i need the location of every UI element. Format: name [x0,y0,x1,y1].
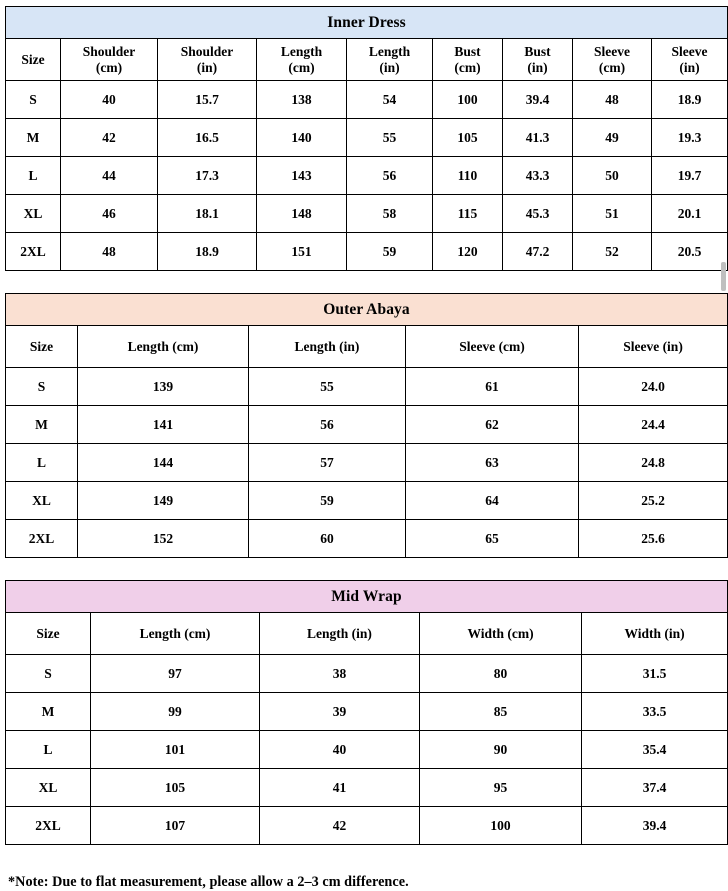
measurement-cell: 43.3 [503,157,573,195]
measurement-cell: 15.7 [158,81,257,119]
measurement-cell: 41.3 [503,119,573,157]
table-row [6,482,728,520]
size-label-cell: S [6,368,78,406]
table-header-row [6,326,728,368]
measurement-cell: 58 [347,195,433,233]
table-title-outer-abaya: Outer Abaya [6,294,728,326]
column-header-line1: Length [368,44,411,60]
measurement-cell: 90 [420,731,582,769]
table-band-row [6,294,728,326]
column-header-line2: (cm) [288,59,315,75]
measurement-cell: 62 [406,406,579,444]
measurement-cell: 105 [433,119,503,157]
size-table-inner-dress [5,6,728,271]
column-header-line2: (cm) [95,59,123,75]
table-row [6,233,728,271]
measurement-cell: 144 [78,444,249,482]
measurement-cell: 40 [61,81,158,119]
column-header-line1: Shoulder [180,44,234,60]
table-row [6,520,728,558]
measurement-cell: 24.0 [579,368,728,406]
measurement-cell: 38 [260,655,420,693]
measurement-cell: 64 [406,482,579,520]
measurement-cell: 52 [573,233,652,271]
measurement-cell: 24.4 [579,406,728,444]
measurement-cell: 97 [91,655,260,693]
column-header-line1: Length [280,44,323,60]
measurement-cell: 105 [91,769,260,807]
table-row [6,807,728,845]
measurement-cell: 56 [347,157,433,195]
measurement-cell: 44 [61,157,158,195]
column-header [503,39,573,81]
table-header-row [6,39,728,81]
column-header [61,39,158,81]
measurement-cell: 95 [420,769,582,807]
size-label-cell: XL [6,195,61,233]
measurement-cell: 16.5 [158,119,257,157]
column-header-line1: Size [36,625,60,641]
column-header [406,326,579,368]
column-header [260,613,420,655]
measurement-cell: 141 [78,406,249,444]
table-row [6,195,728,233]
column-header-line1: Size [21,51,45,67]
table-row [6,655,728,693]
table-band-row [6,581,728,613]
measurement-cell: 31.5 [582,655,728,693]
size-label-cell: M [6,119,61,157]
table-gap-2 [2,558,726,580]
column-header [579,326,728,368]
measurement-cell: 55 [347,119,433,157]
column-header [6,613,91,655]
column-header-line1: Length (cm) [127,338,199,354]
measurement-cell: 138 [257,81,347,119]
size-label-cell: L [6,157,61,195]
measurement-cell: 42 [260,807,420,845]
column-header-line2: (cm) [454,59,481,75]
column-header-line1: Length (in) [307,625,372,641]
measurement-cell: 65 [406,520,579,558]
measurement-cell: 101 [91,731,260,769]
column-header-line2: (in) [527,59,548,75]
measurement-cell: 100 [420,807,582,845]
measurement-cell: 120 [433,233,503,271]
size-label-cell: M [6,693,91,731]
table-header-row [6,613,728,655]
column-header-line1: Width (in) [624,625,685,641]
table-title-mid-wrap: Mid Wrap [6,581,728,613]
column-header-line1: Sleeve (cm) [459,338,525,354]
measurement-cell: 85 [420,693,582,731]
measurement-cell: 100 [433,81,503,119]
table-title-inner-dress: Inner Dress [6,7,728,39]
measurement-cell: 46 [61,195,158,233]
size-label-cell: M [6,406,78,444]
column-header [347,39,433,81]
column-header-line2: (in) [679,59,700,75]
measurement-cell: 24.8 [579,444,728,482]
size-label-cell: S [6,655,91,693]
column-header [6,326,78,368]
column-header-line1: Bust [524,44,551,60]
size-table-outer-abaya [5,293,728,558]
measurement-cell: 19.7 [652,157,728,195]
scrollbar-thumb[interactable] [721,262,726,291]
table-row [6,406,728,444]
measurement-cell: 99 [91,693,260,731]
measurement-cell: 148 [257,195,347,233]
measurement-cell: 17.3 [158,157,257,195]
size-label-cell: S [6,81,61,119]
table-row [6,81,728,119]
column-header [78,326,249,368]
measurement-cell: 20.1 [652,195,728,233]
measurement-cell: 33.5 [582,693,728,731]
measurement-cell: 49 [573,119,652,157]
table-gap-1 [2,271,726,293]
measurement-cell: 59 [249,482,406,520]
measurement-cell: 63 [406,444,579,482]
column-header-line2: (in) [379,59,400,75]
measurement-cell: 110 [433,157,503,195]
size-table-mid-wrap [5,580,728,845]
column-header-line2: (cm) [598,59,626,75]
size-label-cell: 2XL [6,807,91,845]
column-header-line1: Bust [454,44,481,60]
measurement-cell: 139 [78,368,249,406]
size-label-cell: XL [6,769,91,807]
measurement-cell: 39.4 [582,807,728,845]
size-label-cell: L [6,731,91,769]
measurement-cell: 45.3 [503,195,573,233]
measurement-cell: 107 [91,807,260,845]
size-label-cell: XL [6,482,78,520]
measurement-cell: 57 [249,444,406,482]
measurement-cell: 18.9 [652,81,728,119]
table-band-row [6,7,728,39]
size-label-cell: 2XL [6,520,78,558]
column-header [158,39,257,81]
measurement-cell: 56 [249,406,406,444]
column-header [433,39,503,81]
column-header-line1: Length (cm) [139,625,211,641]
measurement-cell: 47.2 [503,233,573,271]
table-row [6,157,728,195]
column-header [652,39,728,81]
column-header [420,613,582,655]
measurement-cell: 149 [78,482,249,520]
column-header-line1: Sleeve [671,44,708,60]
measurement-cell: 54 [347,81,433,119]
measurement-cell: 80 [420,655,582,693]
measurement-cell: 115 [433,195,503,233]
column-header-line1: Sleeve (in) [623,338,683,354]
measurement-cell: 42 [61,119,158,157]
measurement-cell: 48 [61,233,158,271]
measurement-cell: 60 [249,520,406,558]
measurement-cell: 25.6 [579,520,728,558]
measurement-cell: 151 [257,233,347,271]
measurement-cell: 41 [260,769,420,807]
column-header-line1: Width (cm) [467,625,534,641]
measurement-cell: 37.4 [582,769,728,807]
measurement-cell: 20.5 [652,233,728,271]
table-row [6,693,728,731]
measurement-cell: 25.2 [579,482,728,520]
table-row [6,368,728,406]
size-label-cell: 2XL [6,233,61,271]
top-edge-hairline [0,0,728,4]
measurement-cell: 50 [573,157,652,195]
measurement-cell: 55 [249,368,406,406]
measurement-cell: 18.9 [158,233,257,271]
measurement-cell: 143 [257,157,347,195]
column-header [582,613,728,655]
measurement-note: *Note: Due to flat measurement, please allow a 2–3 cm difference. [8,874,409,890]
measurement-cell: 39.4 [503,81,573,119]
column-header [573,39,652,81]
column-header-line1: Shoulder [82,44,136,60]
column-header [257,39,347,81]
measurement-cell: 18.1 [158,195,257,233]
column-header [91,613,260,655]
table-row [6,769,728,807]
measurement-cell: 152 [78,520,249,558]
measurement-cell: 48 [573,81,652,119]
measurement-cell: 59 [347,233,433,271]
measurement-cell: 51 [573,195,652,233]
measurement-cell: 39 [260,693,420,731]
column-header-line2: (in) [196,59,218,75]
column-header [6,39,61,81]
size-label-cell: L [6,444,78,482]
table-row [6,444,728,482]
measurement-cell: 140 [257,119,347,157]
column-header [249,326,406,368]
column-header-line1: Length (in) [294,338,360,354]
column-header-line1: Sleeve [594,44,630,60]
measurement-cell: 61 [406,368,579,406]
table-row [6,119,728,157]
measurement-cell: 35.4 [582,731,728,769]
table-row [6,731,728,769]
measurement-cell: 40 [260,731,420,769]
measurement-cell: 19.3 [652,119,728,157]
column-header-line1: Size [29,338,54,354]
